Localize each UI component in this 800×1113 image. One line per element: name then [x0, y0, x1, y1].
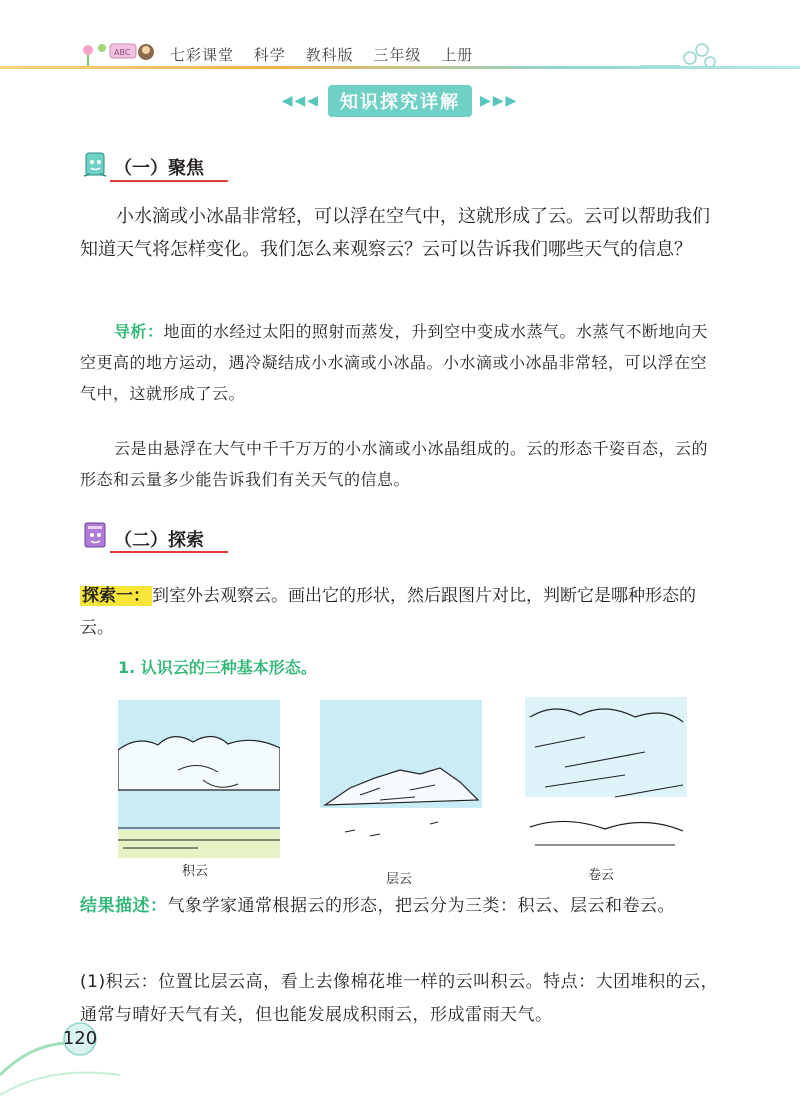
section1-guide — [80, 316, 720, 409]
result-label: 结果描述： — [80, 896, 168, 916]
section1-paragraph: 小水滴或小冰晶非常轻，可以浮在空气中，这就形成了云。云可以帮助我们知道天气将怎样变化。我们怎么来观察云？云可以告诉我们哪些天气的信息？ — [80, 206, 710, 260]
banner-left-arrows: ◀◀◀ — [281, 93, 320, 109]
guide-text: 地面的水经过太阳的照射而蒸发，升到空中变成水蒸气。水蒸气不断地向天空更高的地方运动，遇冷凝结成小水滴或小冰晶。小水滴或小冰晶非常轻，可以浮在空气中，这就形成了云。 — [80, 322, 709, 403]
banner-title: 知识探究详解 — [328, 85, 472, 117]
guide-label: 导析： — [114, 322, 164, 341]
caption-cumulus: 积云 — [182, 864, 209, 879]
explore-icon — [80, 520, 110, 550]
page-number: 120 — [62, 1028, 98, 1049]
header-subject: 科学 — [253, 46, 286, 64]
explore-label: 探索一： — [82, 586, 150, 606]
header-info — [170, 44, 487, 65]
section2-underline — [110, 551, 228, 553]
header-series: 七彩课堂 — [170, 46, 235, 64]
section1-guide-2: 云是由悬浮在大气中千千万万的小水滴或小冰晶组成的。云的形态千姿百态，云的形态和云量多少能告诉我们有关天气的信息。 — [80, 439, 709, 489]
stratus-image — [320, 700, 482, 858]
section1-underline — [110, 180, 228, 182]
header-edition: 教科版 — [305, 46, 354, 64]
result-text: 气象学家通常根据云的形态，把云分为三类：积云、层云和卷云。 — [167, 896, 675, 916]
cumulus-image — [118, 700, 280, 858]
header-divider — [0, 66, 800, 69]
explore-text: 到室外去观察云。画出它的形状，然后跟图片对比，判断它是哪种形态的云。 — [80, 586, 696, 638]
cumulus-description: (1)积云：位置比层云高，看上去像棉花堆一样的云叫积云。特点：大团堆积的云，通常与晴好天气有关，但也能发展成积雨云，形成雷雨天气。 — [80, 972, 719, 1025]
section1-title: （一）聚焦 — [114, 158, 204, 179]
caption-cirrus: 卷云 — [588, 868, 615, 883]
section2-title: （二）探索 — [114, 530, 204, 551]
header-grade: 三年级 — [373, 46, 422, 64]
result-description — [80, 890, 720, 923]
banner-right-arrows: ▶▶▶ — [480, 93, 519, 109]
focus-icon — [80, 150, 110, 180]
explore-one — [80, 580, 720, 644]
decorative-circles-icon — [640, 36, 720, 70]
section-banner — [0, 86, 800, 116]
sub-heading: 1. 认识云的三种基本形态。 — [118, 658, 317, 677]
svg-text:ABC: ABC — [114, 48, 131, 57]
caption-stratus: 层云 — [386, 872, 413, 887]
header-volume: 上册 — [441, 46, 474, 64]
cirrus-image — [525, 697, 687, 859]
